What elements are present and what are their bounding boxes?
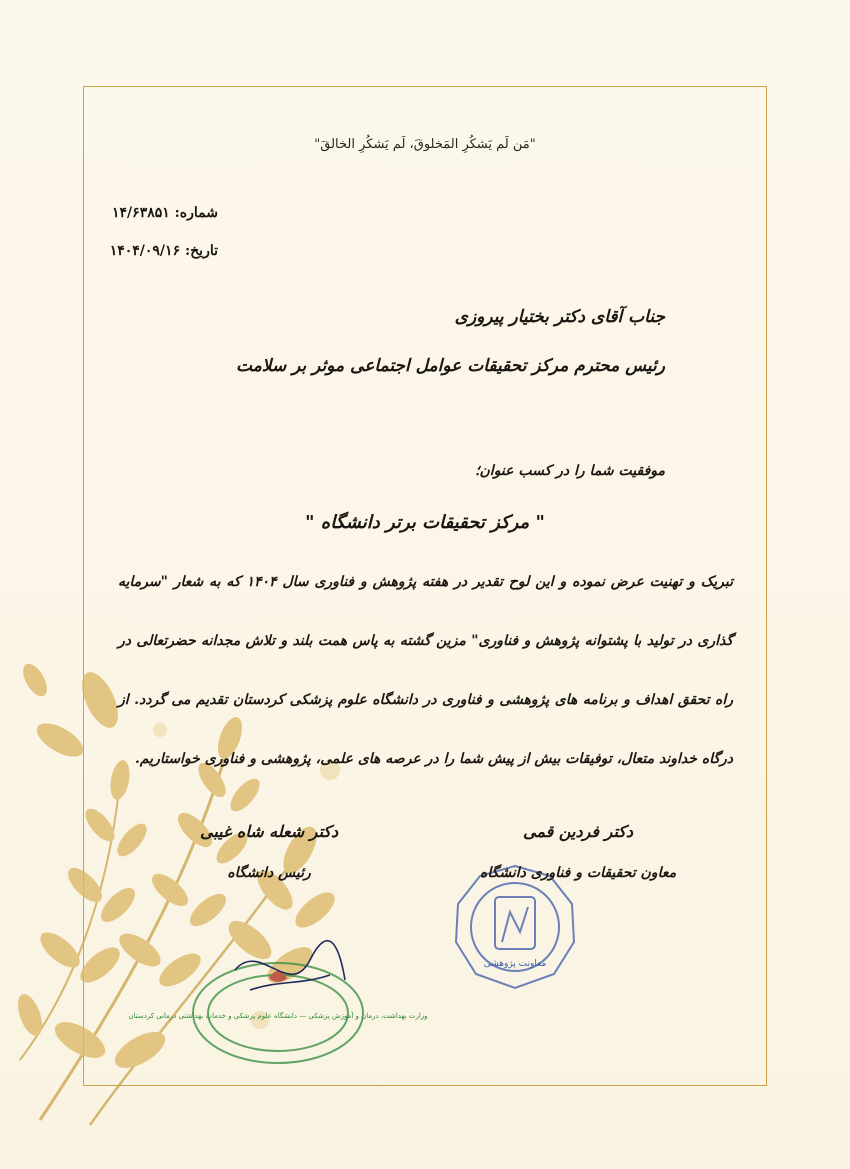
number-label: شماره: <box>174 205 218 221</box>
number-value: ۱۴/۶۳۸۵۱ <box>112 205 170 221</box>
green-seal-text: وزارت بهداشت، درمان و آموزش پزشکی — دانشگاه علوم پزشکی و خدمات بهداشتی درمانی کردستان <box>128 1012 428 1020</box>
addressee-name: جناب آقای دکتر بختیار پیروزی <box>454 307 665 327</box>
date-value: ۱۴۰۴/۰۹/۱۶ <box>109 243 181 259</box>
letter-date <box>110 243 218 259</box>
award-title: " مرکز تحقیقات برتر دانشگاه " <box>305 512 545 533</box>
signer-left-title: رئیس دانشگاه <box>227 865 311 881</box>
handwritten-signature <box>230 930 350 1010</box>
motto: "مَن لَم یَشکُرِ المَخلوقَ، لَم یَشکُرِ الخالقَ" <box>314 137 536 152</box>
signature-left <box>200 822 338 881</box>
body-paragraph: تبریک و تهنیت عرض نموده و این لوح تقدیر در هفته پژوهش و فناوری سال ۱۴۰۴ که به شعار "سرمایه گذاری در تولید با پشتوانه پژوهش و فناوری" مزین گشته به پاس همت بلند و تلاش مجدانه حضرتعالی در راه تحقق اهداف و برنامه های پژوهشی و فناوری در دانشگاه علوم پزشکی کردستان تقدیم می گردد. از درگاه خداوند متعال، توفیقات بیش از پیش شما را در عرصه های علمی، پژوهشی و فناوری خواستاریم. <box>118 574 733 767</box>
intro-line: موفقیت شما را در کسب عنوان؛ <box>475 463 665 479</box>
letter-number <box>112 205 218 221</box>
date-label: تاریخ: <box>184 243 218 259</box>
addressee-title: رئیس محترم مرکز تحقیقات عوامل اجتماعی موثر بر سلامت <box>236 356 665 376</box>
signer-left-name: دکتر شعله شاه غیبی <box>200 822 339 841</box>
blue-seal <box>450 862 580 992</box>
signer-right-name: دکتر فردین قمی <box>523 822 634 841</box>
blue-seal-text: معاونت پژوهشی <box>483 959 547 969</box>
signature-right <box>480 822 676 881</box>
signer-right-title: معاون تحقیقات و فناوری دانشگاه <box>480 865 677 881</box>
